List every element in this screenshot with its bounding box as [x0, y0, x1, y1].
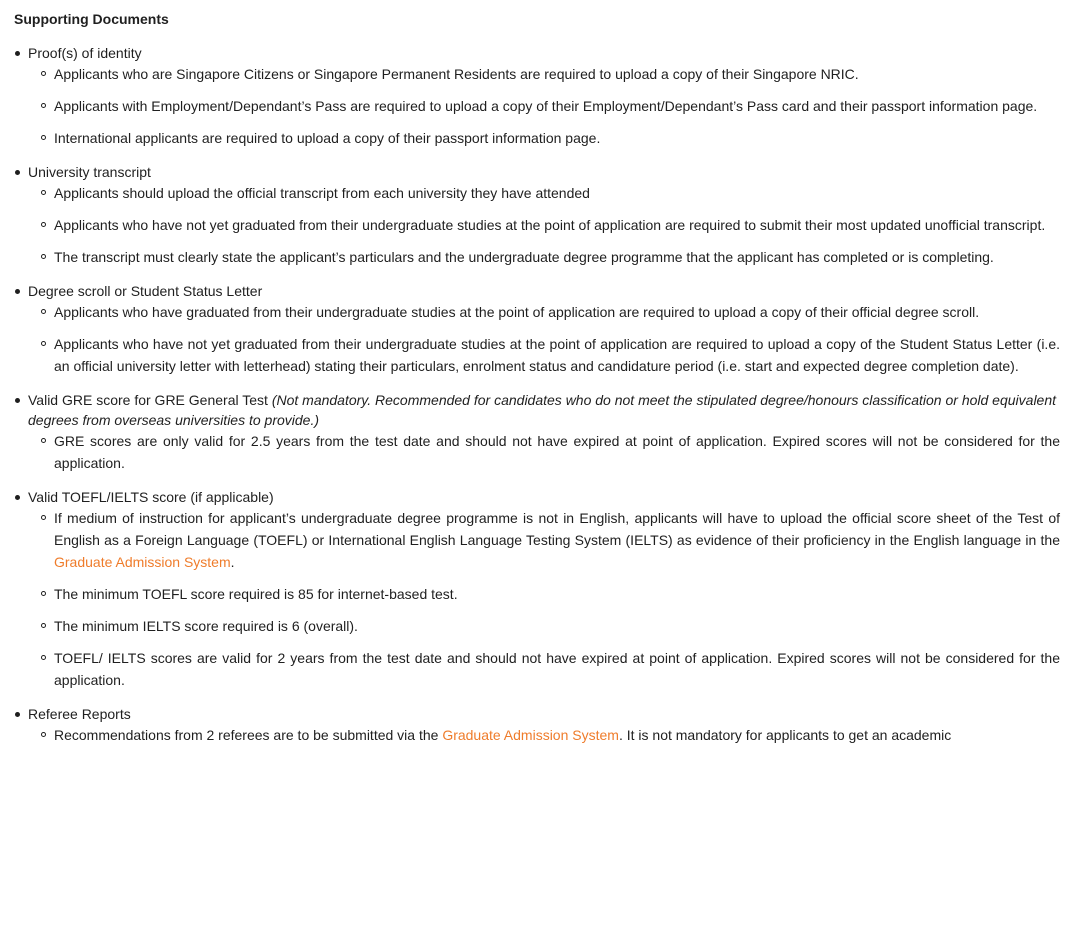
sub-item-text: Applicants should upload the official transcript from each university they have attended [54, 185, 590, 201]
bullet-icon [15, 712, 20, 717]
item-title-note: (Not mandatory. Recommended for candidates who do not meet the stipulated degree/honours classification or hold equivalent degrees from overseas universities to provide.) [28, 392, 1057, 428]
sub-list [28, 301, 1060, 377]
circle-bullet-icon [41, 515, 46, 520]
sub-item-text: . [230, 554, 235, 570]
sub-list-item [28, 647, 1060, 691]
sub-list [28, 724, 1060, 746]
circle-bullet-icon [41, 341, 46, 346]
bullet-icon [15, 51, 20, 56]
item-title [28, 390, 1060, 430]
item-title-text: Valid GRE score for GRE General Test [28, 392, 268, 408]
bullet-icon [15, 398, 20, 403]
graduate-admission-system-link[interactable]: Graduate Admission System [54, 554, 231, 570]
sub-list-item [28, 507, 1060, 573]
circle-bullet-icon [41, 732, 46, 737]
list-item-proof-of-identity [12, 43, 1060, 149]
sub-item-text: If medium of instruction for applicant’s undergraduate degree programme is not in English, applicants will have to upload the official score sheet of the Test of English as a Foreign Language (TOEFL) or International English Language Testing System (IELTS) as evidence of their proficiency in the English language in the [54, 510, 1060, 548]
circle-bullet-icon [41, 438, 46, 443]
sub-item-text: International applicants are required to upload a copy of their passport information page. [54, 130, 601, 146]
bullet-icon [15, 170, 20, 175]
sub-list-item [28, 182, 1060, 204]
item-title: Proof(s) of identity [28, 45, 142, 61]
sub-item-text: . It is not mandatory for applicants to get an academic [618, 727, 952, 743]
sub-item-text: Applicants who have not yet graduated from their undergraduate studies at the point of application are required to submit their most updated unofficial transcript. [54, 217, 1046, 233]
sub-list [28, 430, 1060, 474]
sub-list [28, 182, 1060, 268]
sub-list-item [28, 95, 1060, 117]
bullet-icon [15, 495, 20, 500]
section-heading: Supporting Documents [14, 11, 169, 27]
documents-list [12, 43, 1060, 746]
sub-list-item [28, 246, 1060, 268]
circle-bullet-icon [41, 591, 46, 596]
circle-bullet-icon [41, 655, 46, 660]
list-item-toefl-ielts [12, 487, 1060, 691]
sub-list-item [28, 301, 1060, 323]
circle-bullet-icon [41, 135, 46, 140]
circle-bullet-icon [41, 71, 46, 76]
graduate-admission-system-link[interactable]: Graduate Admission System [442, 727, 619, 743]
item-title: Degree scroll or Student Status Letter [28, 283, 263, 299]
item-title: Referee Reports [28, 706, 131, 722]
circle-bullet-icon [41, 309, 46, 314]
sub-list [28, 63, 1060, 149]
list-item-gre-score [12, 390, 1060, 474]
sub-item-text: Applicants with Employment/Dependant’s Pass are required to upload a copy of their Employment/Dependant’s Pass card and their passport information page. [54, 98, 1038, 114]
circle-bullet-icon [41, 222, 46, 227]
sub-list-item [28, 214, 1060, 236]
item-title: University transcript [28, 164, 151, 180]
circle-bullet-icon [41, 254, 46, 259]
sub-item-text: Applicants who have not yet graduated from their undergraduate studies at the point of application are required to upload a copy of the Student Status Letter (i.e. an official university letter with letterhead) stating their particulars, enrolment status and candidature period (i.e. start and expected degree completion date). [54, 336, 1060, 374]
sub-list-item [28, 615, 1060, 637]
sub-list-item [28, 63, 1060, 85]
sub-list [28, 507, 1060, 691]
list-item-university-transcript [12, 162, 1060, 268]
circle-bullet-icon [41, 623, 46, 628]
sub-item-text: GRE scores are only valid for 2.5 years from the test date and should not have expired at point of application. Expired scores will not be considered for the application. [54, 433, 1060, 471]
sub-list-item [28, 127, 1060, 149]
list-item-referee-reports [12, 704, 1060, 746]
sub-list-item [28, 724, 1060, 746]
sub-list-item [28, 430, 1060, 474]
sub-item-text: Applicants who are Singapore Citizens or Singapore Permanent Residents are required to upload a copy of their Singapore NRIC. [54, 66, 859, 82]
sub-item-text: TOEFL/ IELTS scores are valid for 2 years from the test date and should not have expired at point of application. Expired scores will not be considered for the application. [54, 650, 1060, 688]
sub-item-text: Applicants who have graduated from their undergraduate studies at the point of application are required to upload a copy of their official degree scroll. [54, 304, 980, 320]
circle-bullet-icon [41, 103, 46, 108]
list-item-degree-scroll [12, 281, 1060, 377]
sub-list-item [28, 583, 1060, 605]
sub-item-text: Recommendations from 2 referees are to be submitted via the [54, 727, 443, 743]
circle-bullet-icon [41, 190, 46, 195]
sub-item-text: The transcript must clearly state the applicant’s particulars and the undergraduate degree programme that the applicant has completed or is completing. [54, 249, 994, 265]
item-title: Valid TOEFL/IELTS score (if applicable) [28, 489, 274, 505]
sub-item-text: The minimum TOEFL score required is 85 for internet-based test. [54, 586, 458, 602]
bullet-icon [15, 289, 20, 294]
sub-item-text: The minimum IELTS score required is 6 (overall). [54, 618, 358, 634]
sub-list-item [28, 333, 1060, 377]
